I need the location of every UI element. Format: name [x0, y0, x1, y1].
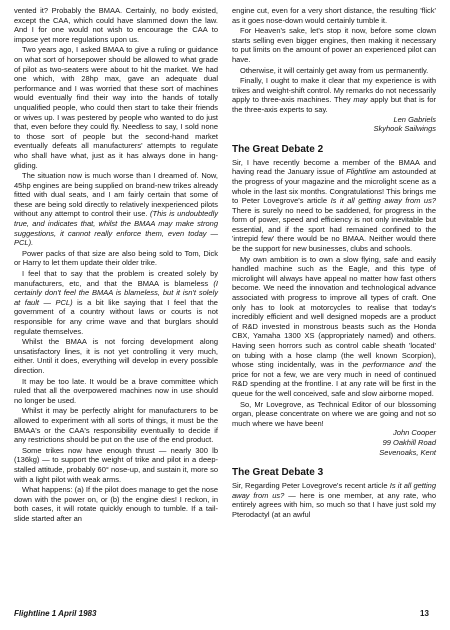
- body-paragraph: The situation now is much worse than I dreamed of. Now, 45hp engines are being supplied on brand-new trikes already fitted with dual seats, and I am fairly certain that some of these are being sold directly to relatively inexperienced pilots without any attempt to control their use. (This is undoubtedly true, and indicates that, whilst the BMAA may make strong suggestions, it cannot really enforce them, even today — PCL).: [14, 171, 218, 248]
- author-address: Sevenoaks, Kent: [379, 447, 436, 457]
- body-paragraph: Sir, Regarding Peter Lovegrove's recent article Is it all getting away from us? — here is one member, at any rate, who entirely agrees with him, so much so that I have just sold my Pterodactyl (at an awful: [232, 481, 436, 519]
- body-paragraph: It may be too late. It would be a brave committee which ruled that all the overpowered machines now in use should no longer be used.: [14, 376, 218, 405]
- author-address: 99 Oakhill Road: [382, 437, 436, 447]
- body-paragraph: Otherwise, it will certainly get away from us permanently.: [240, 65, 429, 75]
- body-paragraph: Whilst the BMAA is not forcing development along unsatisfactory lines, it is not yet controlling it very much, either. Until it does, everything will develop in every possible direction.: [14, 337, 218, 375]
- page-number: 13: [420, 609, 429, 618]
- article-title: Is it all getting away from us?: [232, 481, 436, 500]
- body-paragraph: engine cut, even for a very short distance, the resulting 'flick' as it goes nose-down would certainly tumble it.: [232, 6, 436, 25]
- publication-date: 1 April 1983: [51, 609, 97, 618]
- body-paragraph: Whilst it may be perfectly alright for manufacturers to be allowed to experiment with all sorts of things, it must be the BMAA's or the CAA's responsibility eventually to decide if any restrictions should be put on the use of the end product.: [14, 406, 218, 445]
- author-name: Len Gabriels: [393, 114, 436, 124]
- section-heading: The Great Debate 2: [232, 143, 324, 155]
- body-paragraph: What happens: (a) If the pilot does manage to get the nose down with the power on, or (b) the engine dies! I reckon, in both cases, it will rotate quickly enough to tumble. If a tail-slide started after an: [14, 485, 218, 523]
- publication-name: Flightline: [14, 609, 50, 618]
- author-name: John Cooper: [393, 428, 436, 438]
- body-paragraph: Power packs of that size are also being sold to Tom, Dick or Harry to let them update their older trike.: [14, 248, 218, 268]
- editor-note: (This is undoubtedly true, and indicates that, whilst the BMAA may make strong suggestions, it cannot really enforce them, even today — PCL).: [14, 209, 218, 248]
- body-paragraph: Some trikes now have enough thrust — nearly 300 lb (136kg) — to support the weight of trike and pilot in a deep-stalled attitude, probably 60° nose-up, and sustain it, more so with a light pilot with weak arms.: [14, 445, 218, 484]
- body-paragraph: My own ambition is to own a slow flying, safe and easily handled machine such as the Eagle, and this type of microlight will always have appeal no matter how fast others become. We need the innovation and technological advance associated with progress to improve all types of craft. One only has to look at motorcycles to realise that today's incredibly efficient and well designed mopeds are a product of R&D invested in monstrous beasts such as the Honda CBX, Yamaha 1300 XS (appropriately named) and others. Having seen horrors such as control cable sheath 'located' on tubing with a hose clamp (the well known Scorpion), whose sting incidentally, was in the performance and the price for not a few, we are very much in need of continued R&D spending at the frontline. I at any rate will be first in the queue for the well conceived, safe and slow airborne moped.: [232, 254, 436, 398]
- article-title: Is it all getting away from us?: [330, 196, 436, 206]
- body-paragraph: I feel that to say that the problem is created solely by manufacturers, etc, and that the BMAA is blameless (I certainly don't feel the BMAA is blameless, but it isn't solely at fault — PCL) is a bit like saying that I feel that the government of a country without laws or courts is not responsible for any crime wave and that burglars should regulate themselves.: [14, 269, 218, 336]
- body-paragraph: Two years ago, I asked BMAA to give a ruling or guidance on what sort of horsepower should be allowed to what grade of pilot as two-seaters were about to hit the market. We had one which, with 28hp max, gave an adequate dual performance and I was worried that these sort of machines would eventually find their way into the hands of totally unqualified people, who could then start to take their friends or wives up. I was pestered by people who wanted to do just that, even before they could fly. Needless to say, I sold none to those sort of people but the second-hand market eventually defeats all manufacturers' attempts to regulate who shall have what, just as it has always done in hang-gliding.: [14, 45, 218, 170]
- body-paragraph: Sir, I have recently become a member of the BMAA and having read the January issue of Flightline am astounded at the progress of your magazine and the microlight scene as a whole in the last six months. Congratulations! This brings me to Peter Lovegrove's article Is it all getting away from us? There is surely no need to be saddened, for progress in the form of power, speed and efficiency is not only inevitable but essential, and if the sport had remained confined to the 'intrepid few' there would be no BMAA. Neither would there be the support for new businesses, clubs and schools.: [232, 157, 436, 254]
- body-paragraph: So, Mr Lovegrove, as Technical Editor of our blossoming organ, please concentrate on where we are going and not so much where we have been!: [232, 399, 436, 428]
- letter-signoff: [232, 115, 436, 134]
- author-organisation: Skyhook Sailwings: [373, 124, 436, 134]
- section-heading: The Great Debate 3: [232, 467, 324, 479]
- body-paragraph: vented it? Probably the BMAA. Certainly, no body existed, except the CAA, which could have slammed down the law. And I for one would not wish to encourage the CAA to impose yet more regulations upon us.: [14, 6, 218, 44]
- right-column: [232, 6, 436, 600]
- editor-note: (I certainly don't feel the BMAA is blameless, but it isn't solely at fault — PCL): [14, 278, 218, 307]
- page-footer: [14, 609, 96, 618]
- body-paragraph: Finally, I ought to make it clear that my experience is with trikes and weight-shift control. My remarks do not necessarily apply to three-axis machines. They may apply but that is for the three-axis experts to say.: [232, 76, 436, 114]
- letter-signoff: [232, 428, 436, 457]
- left-column: [14, 6, 218, 600]
- body-paragraph: For Heaven's sake, let's stop it now, before some clown starts selling even bigger engines, then making it necessary to put limits on the amount of power an experienced pilot can have.: [232, 26, 436, 64]
